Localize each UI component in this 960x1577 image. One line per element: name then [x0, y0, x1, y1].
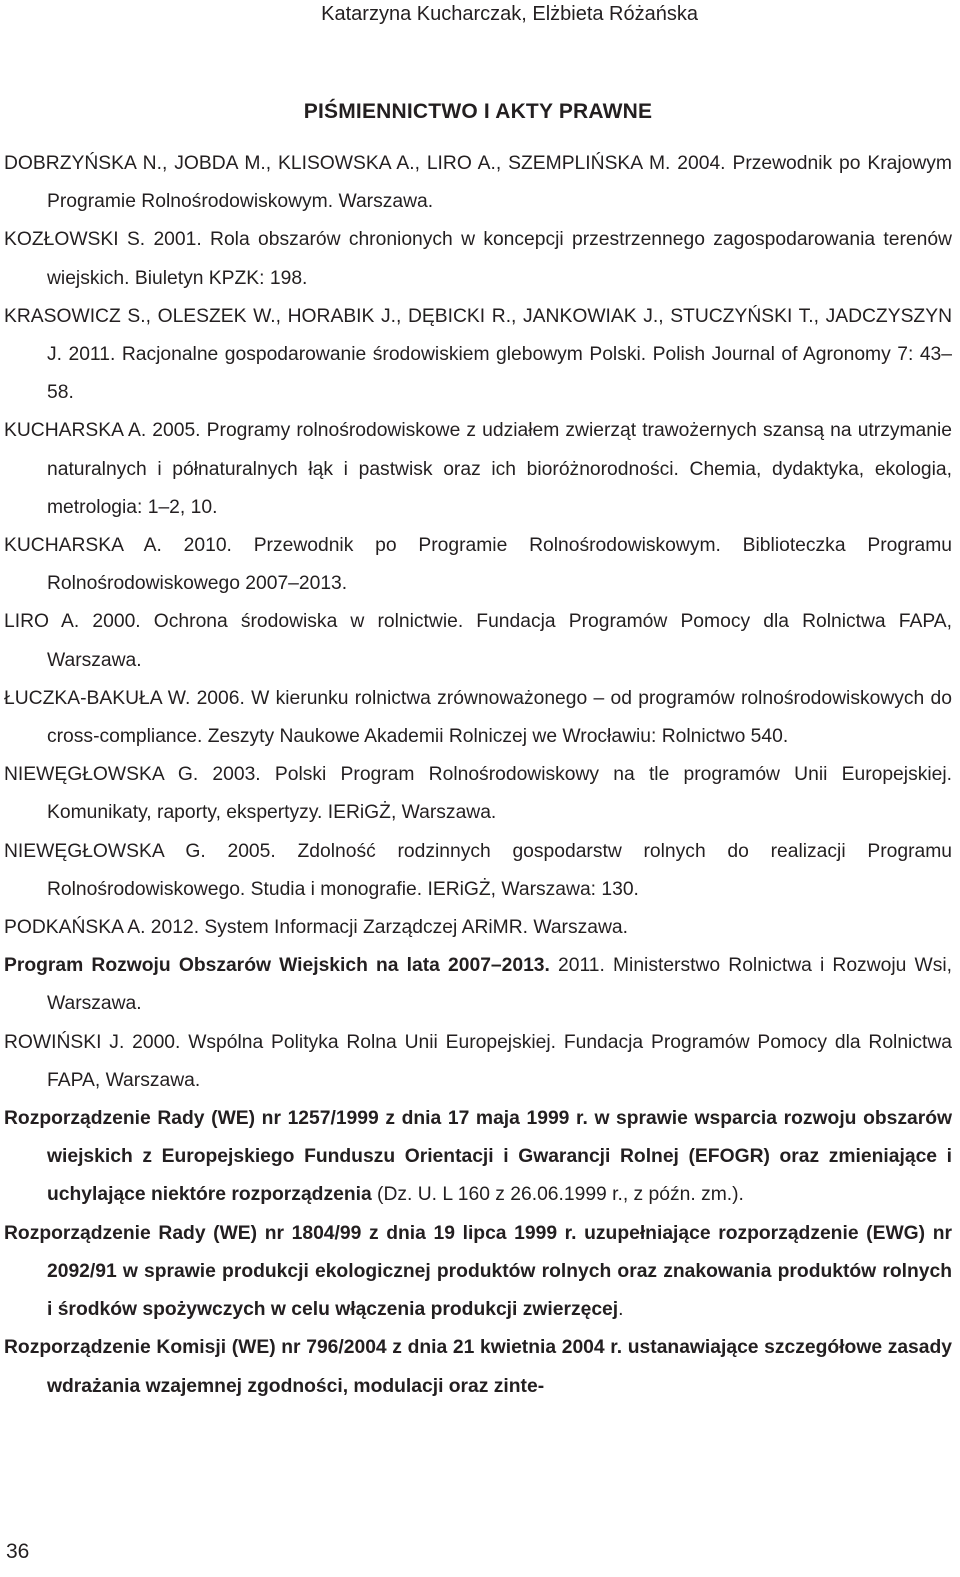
reference-authors: KOZŁOWSKI S. 2001.: [4, 229, 202, 251]
reference-authors: KUCHARSKA A. 2010.: [4, 535, 232, 557]
reference-details: Przewodnik po Krajowym Programie Rolnośrodowiskowym. Warszawa.: [47, 153, 952, 213]
reference-details: Ochrona środowiska w rolnictwie. Fundacja Programów Pomocy dla Rolnictwa FAPA, Warszawa.: [47, 611, 952, 671]
reference-details: Rola obszarów chronionych w koncepcji przestrzennego zagospodarowania terenów wiejskich. Biuletyn KPZK: 198.: [47, 229, 952, 289]
reference-entry: [4, 909, 952, 947]
reference-authors: LIRO A. 2000.: [4, 611, 141, 633]
reference-entry: [4, 1024, 952, 1100]
reference-authors: Rozporządzenie Rady (WE) nr 1804/99 z dnia 19 lipca 1999 r.: [4, 1222, 577, 1244]
reference-authors: PODKAŃSKA A. 2012.: [4, 917, 200, 939]
reference-list: [4, 145, 952, 1406]
reference-entry: [4, 221, 952, 297]
reference-details: .: [618, 1299, 624, 1321]
reference-entry: [4, 680, 952, 756]
reference-details: Przewodnik po Programie Rolnośrodowiskowym. Biblioteczka Programu Rolnośrodowiskowego 2007–2013.: [47, 535, 952, 595]
reference-authors: Rozporządzenie Komisji (WE) nr 796/2004 z dnia 21 kwietnia 2004 r.: [4, 1337, 623, 1359]
reference-authors: KUCHARSKA A. 2005.: [4, 420, 201, 442]
section-title: PIŚMIENNICTWO I AKTY PRAWNE: [303, 100, 653, 123]
reference-details: Programy rolnośrodowiskowe z udziałem zwierząt trawożernych szansą na utrzymanie naturalnych i półnaturalnych łąk i pastwisk oraz ich bioróżnorodności. Chemia, dydaktyka, ekologia, metrologia: 1–2, 10.: [47, 420, 952, 518]
reference-entry: [4, 756, 952, 832]
reference-entry: [4, 833, 952, 909]
reference-authors: KRASOWICZ S., OLESZEK W., HORABIK J., DĘBICKI R., JANKOWIAK J., STUCZYŃSKI T., JADCZYSZYN J. 2011.: [4, 305, 952, 366]
reference-details: Polski Program Rolnośrodowiskowy na tle programów Unii Europejskiej. Komunikaty, raporty, ekspertyzy. IERiGŻ, Warszawa.: [47, 764, 952, 824]
reference-authors: DOBRZYŃSKA N., JOBDA M., KLISOWSKA A., LIRO A., SZEMPLIŃSKA M. 2004.: [4, 153, 726, 174]
reference-entry: [4, 603, 952, 679]
reference-entry: [4, 527, 952, 603]
reference-entry: [4, 947, 952, 1023]
page-number: 36: [6, 1540, 30, 1563]
reference-details: W kierunku rolnictwa zrównoważonego – od programów rolnośrodowiskowych do cross-compliance. Zeszyty Naukowe Akademii Rolniczej we Wrocławiu: Rolnictwo 540.: [47, 687, 952, 748]
reference-entry: [4, 145, 952, 221]
reference-details: System Informacji Zarządczej ARiMR. Warszawa.: [204, 917, 628, 939]
reference-bold-title: uzupełniające rozporządzenie (EWG) nr 2092/91 w sprawie produkcji ekologicznej produktów rolnych oraz znakowania produktów rolnych i środków spożywczych w celu włączenia produkcji zwierzęcej: [47, 1222, 952, 1321]
reference-entry: [4, 298, 952, 413]
reference-details: Wspólna Polityka Rolna Unii Europejskiej. Fundacja Programów Pomocy dla Rolnictwa FAPA, Warszawa.: [47, 1031, 952, 1091]
reference-details: Zdolność rodzinnych gospodarstw rolnych do realizacji Programu Rolnośrodowiskowego. Studia i monografie. IERiGŻ, Warszawa: 130.: [47, 840, 952, 900]
reference-bold-title: w sprawie wsparcia rozwoju obszarów wiejskich z Europejskiego Funduszu Orientacji i Gwarancji Rolnej (EFOGR) oraz zmieniające i uchylające niektóre rozporządzenia: [47, 1108, 953, 1206]
running-header: Katarzyna Kucharczak, Elżbieta Różańska: [321, 3, 698, 25]
reference-details: 2011. Ministerstwo Rolnictwa i Rozwoju Wsi, Warszawa.: [47, 955, 952, 1015]
reference-entry: [4, 1100, 952, 1215]
reference-entry: [4, 1215, 952, 1330]
reference-authors: Rozporządzenie Rady (WE) nr 1257/1999 z dnia 17 maja 1999 r.: [4, 1108, 588, 1130]
reference-entry: [4, 412, 952, 527]
reference-details: Racjonalne gospodarowanie środowiskiem glebowym Polski. Polish Journal of Agronomy 7: 43–58.: [47, 344, 952, 404]
reference-authors: NIEWĘGŁOWSKA G. 2003.: [4, 764, 261, 786]
reference-bold-title: ustanawiające szczegółowe zasady wdrażania wzajemnej zgodności, modulacji oraz zinte-: [47, 1337, 953, 1397]
reference-authors: ROWIŃSKI J. 2000.: [4, 1031, 181, 1053]
reference-authors: Program Rozwoju Obszarów Wiejskich na lata 2007–2013.: [4, 955, 550, 977]
reference-details: (Dz. U. L 160 z 26.06.1999 r., z późn. zm.).: [377, 1184, 744, 1206]
reference-entry: [4, 1329, 952, 1405]
reference-authors: ŁUCZKA-BAKUŁA W. 2006.: [4, 687, 245, 709]
reference-authors: NIEWĘGŁOWSKA G. 2005.: [4, 840, 276, 862]
